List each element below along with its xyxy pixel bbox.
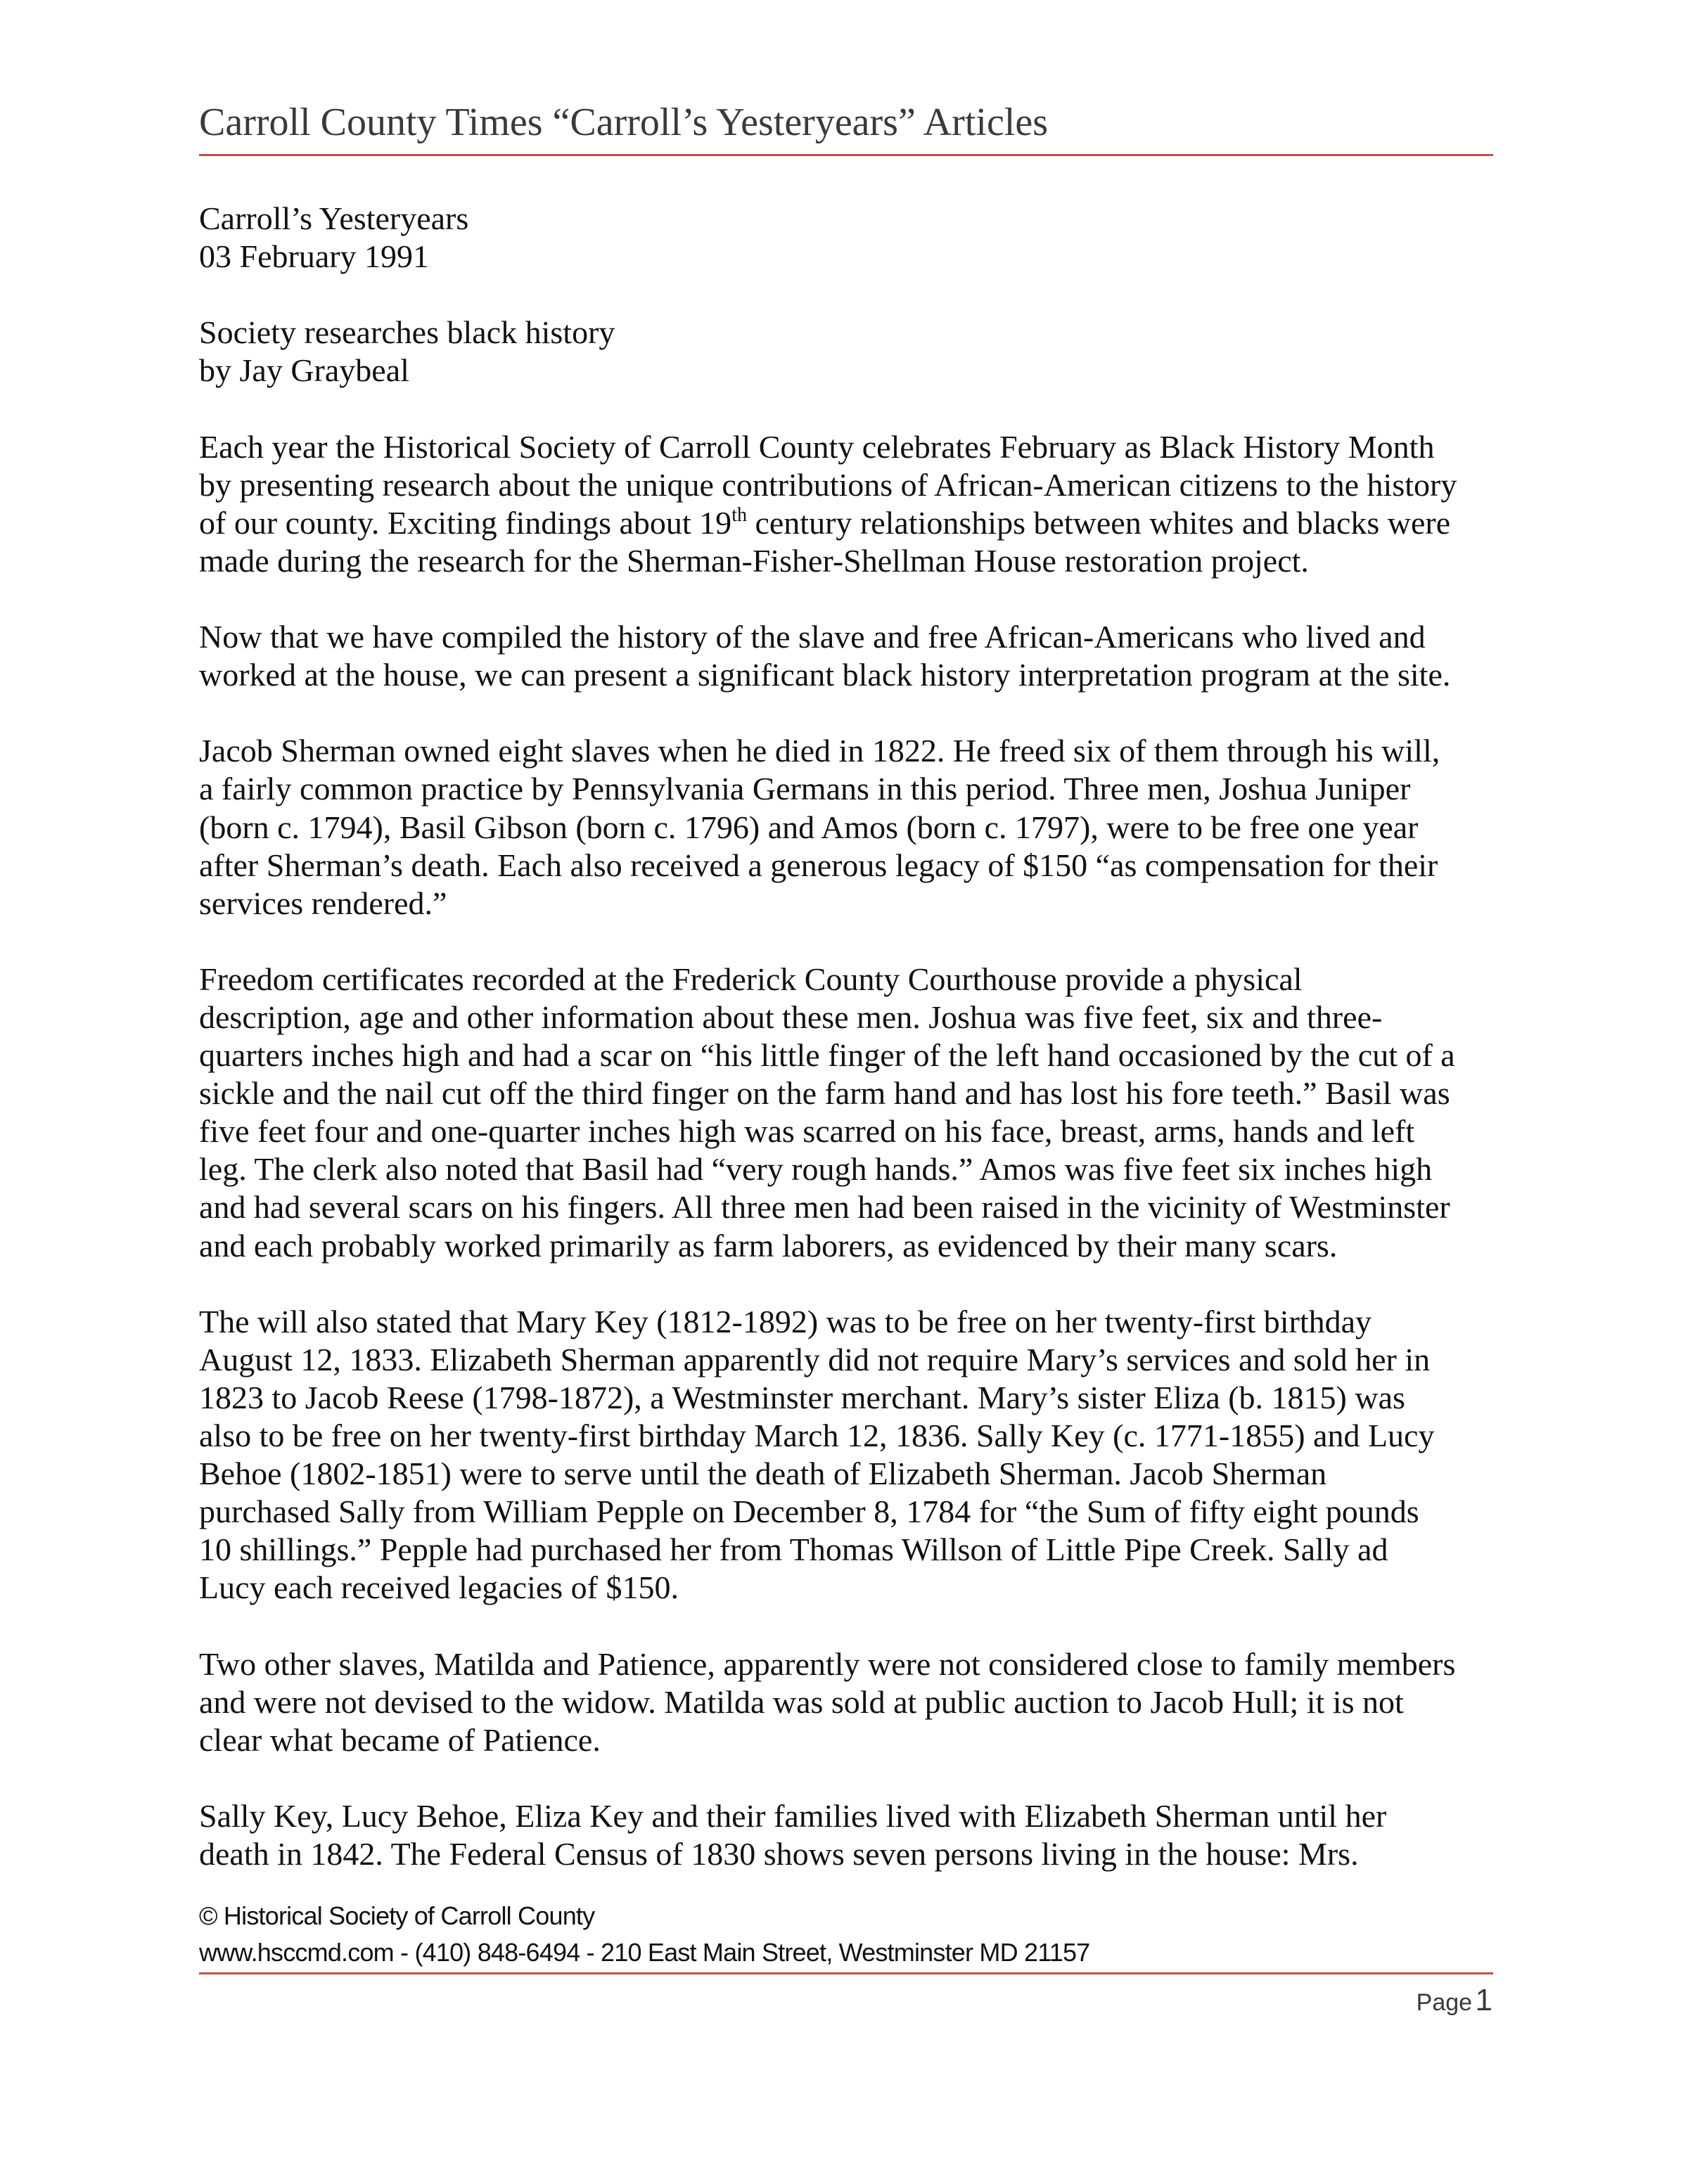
text-line: (born c. 1794), Basil Gibson (born c. 1796) and Amos (born c. 1797), were to be free one year (199, 809, 1419, 845)
text-line: description, age and other information about these men. Joshua was five feet, six and three- (199, 998, 1383, 1035)
text-line: Society researches black history (199, 314, 615, 351)
text-line: The will also stated that Mary Key (1812-1892) was to be free on her twenty-first birthday (199, 1303, 1372, 1340)
text-line: five feet four and one-quarter inches high was scarred on his face, breast, arms, hands and left (199, 1113, 1415, 1150)
blank-line (199, 580, 1507, 618)
text-line: Two other slaves, Matilda and Patience, apparently were not considered close to family members (199, 1645, 1456, 1682)
text-line: Carroll’s Yesteryears (199, 200, 469, 236)
text-line: Behoe (1802-1851) were to serve until the death of Elizabeth Sherman. Jacob Sherman (199, 1456, 1327, 1492)
header-rule (199, 154, 1493, 156)
text-line: leg. The clerk also noted that Basil had “very rough hands.” Amos was five feet six inches high (199, 1151, 1433, 1188)
text-line: and were not devised to the widow. Matilda was sold at public auction to Jacob Hull; it is not (199, 1683, 1404, 1720)
text-line: purchased Sally from William Pepple on December 8, 1784 for “the Sum of fifty eight pounds (199, 1494, 1419, 1530)
text-line: also to be free on her twenty-first birthday March 12, 1836. Sally Key (c. 1771-1855) and Lucy (199, 1418, 1435, 1453)
text-line: Each year the Historical Society of Carroll County celebrates February as Black History Month (199, 428, 1435, 465)
text-line: a fairly common practice by Pennsylvania Germans in this period. Three men, Joshua Juniper (199, 771, 1411, 807)
blank-line (199, 1265, 1507, 1303)
page-number (1417, 1983, 1492, 2018)
text-line: 1823 to Jacob Reese (1798-1872), a Westminster merchant. Mary’s sister Eliza (b. 1815) was (199, 1379, 1405, 1415)
text-line: 10 shillings.” Pepple had purchased her from Thomas Willson of Little Pipe Creek. Sally ad (199, 1531, 1388, 1568)
text-line: after Sherman’s death. Each also received a generous legacy of $150 “as compensation for their (199, 847, 1438, 883)
text-segment: of our county. Exciting findings about 19 (199, 504, 732, 541)
text-line: Now that we have compiled the history of the slave and free African-Americans who lived and (199, 619, 1426, 655)
text-line: and had several scars on his fingers. All three men had been raised in the vicinity of Westminster (199, 1189, 1450, 1226)
text-line: worked at the house, we can present a significant black history interpretation program at the site. (199, 657, 1451, 693)
blank-line (199, 1759, 1507, 1797)
blank-line (199, 1607, 1507, 1645)
text-line: death in 1842. The Federal Census of 1830 shows seven persons living in the house: Mrs. (199, 1836, 1359, 1873)
text-line: and each probably worked primarily as farm laborers, as evidenced by their many scars. (199, 1227, 1338, 1264)
text-line: sickle and the nail cut off the third finger on the farm hand and has lost his fore teeth.” Basil was (199, 1075, 1450, 1112)
superscript: th (731, 503, 747, 526)
text-line: by presenting research about the unique contributions of African-American citizens to the history (199, 466, 1457, 503)
text-line (199, 504, 1507, 542)
article-body (199, 200, 1507, 1873)
page-label: Page (1416, 1989, 1473, 2016)
text-line: Lucy each received legacies of $150. (199, 1569, 679, 1606)
text-line: Jacob Sherman owned eight slaves when he died in 1822. He freed six of them through his will, (199, 733, 1440, 769)
text-line: made during the research for the Sherman-Fisher-Shellman House restoration project. (199, 542, 1309, 579)
blank-line (199, 694, 1507, 732)
footer-rule (199, 1972, 1493, 1974)
blank-line (199, 390, 1507, 428)
page-number-value: 1 (1475, 1983, 1492, 2017)
text-line: quarters inches high and had a scar on “his little finger of the left hand occasioned by the cut of a (199, 1037, 1455, 1074)
text-line: by Jay Graybeal (199, 352, 409, 389)
text-segment: century relationships between whites and blacks were (746, 504, 1451, 541)
text-line: August 12, 1833. Elizabeth Sherman apparently did not require Mary’s services and sold her in (199, 1341, 1431, 1377)
footer-contact: www.hsccmd.com - (410) 848-6494 - 210 East Main Street, Westminster MD 21157 (199, 1938, 1090, 1967)
text-line: services rendered.” (199, 885, 447, 921)
text-line: clear what became of Patience. (199, 1721, 601, 1758)
text-line: Sally Key, Lucy Behoe, Eliza Key and their families lived with Elizabeth Sherman until her (199, 1797, 1387, 1834)
text-line: 03 February 1991 (199, 238, 430, 275)
blank-line (199, 276, 1507, 314)
text-line: Freedom certificates recorded at the Frederick County Courthouse provide a physical (199, 961, 1303, 997)
footer-copyright: © Historical Society of Carroll County (199, 1901, 595, 1930)
running-header-title: Carroll County Times “Carroll’s Yesteryears” Articles (199, 101, 1049, 144)
blank-line (199, 923, 1507, 961)
